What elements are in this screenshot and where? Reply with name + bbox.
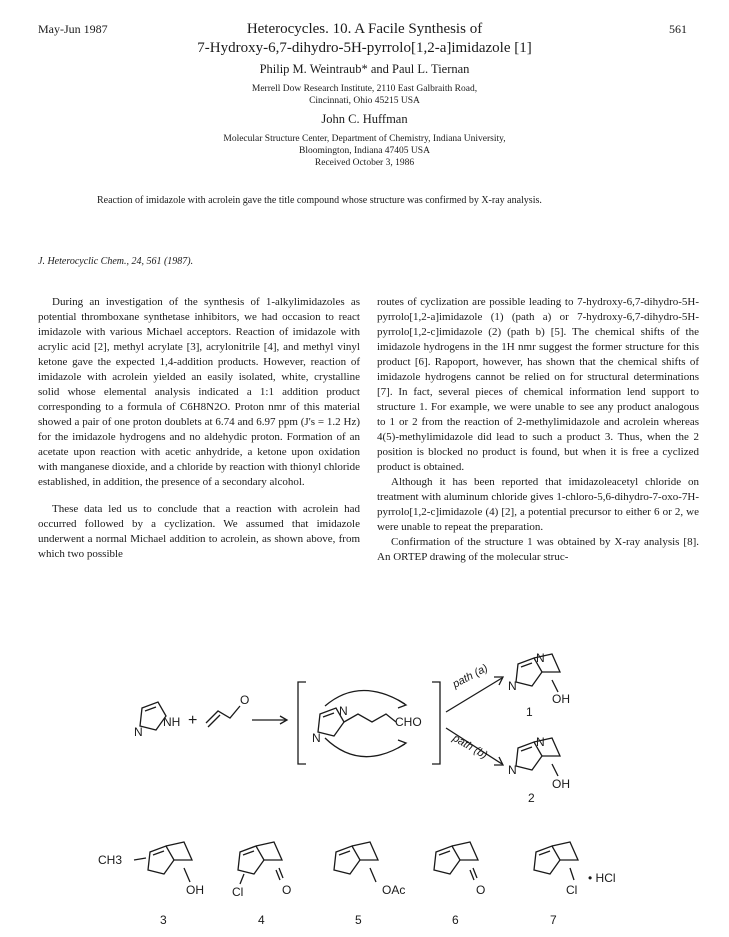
title-line-1: Heterocycles. 10. A Facile Synthesis of — [246, 21, 483, 37]
compound-7-structure — [534, 842, 578, 880]
product-2-n2-label: N — [508, 763, 517, 777]
product-2-n-label: N — [536, 735, 545, 749]
abstract: Reaction of imidazole with acrolein gave the title compound whose structure was confirmed by X-ray analysis. — [97, 195, 542, 206]
product-2-oh-label: OH — [552, 777, 570, 791]
plus-sign: + — [188, 712, 198, 729]
product-1-n2-label: N — [508, 679, 517, 693]
imidazole-nh-label: NH — [163, 715, 181, 729]
title-line-2: 7-Hydroxy-6,7-dihydro-5H-pyrrolo[1,2-a]imidazole [1] — [197, 40, 532, 56]
authors-2: John C. Huffman — [321, 112, 408, 126]
compound-7-cl-label: Cl — [566, 883, 578, 897]
received-date: Received October 3, 1986 — [314, 158, 415, 168]
acrolein-o-label: O — [240, 693, 250, 707]
product-2-label: 2 — [528, 791, 535, 805]
compound-4-structure — [238, 842, 283, 884]
compound-5-oac-label: OAc — [382, 883, 406, 897]
reaction-scheme — [0, 640, 729, 820]
path-b-label: path (b) — [450, 732, 490, 762]
right-paragraph-1: routes of cyclization are possible leading to 7-hydroxy-6,7-dihydro-5H-pyrrolo[1,2-a]imidazole (1) (path a) or 7-hydroxy-6,7-dihydro-5H-pyrrolo[1,2-c]imidazole (2) (path b) [5]. The chemical shifts of the imidazole hydrogens in the 1H nmr suggest the former structure for this product [6]. Rapoport, however, has shown that the chemical shifts of imidazole hydrogens cannot be relied on for structural determinations [7]. In fact, several pieces of chemical information lend support to structure 1. For example, we were unable to see any product analogous to 1 or 2 from the reaction of 2-methylimidazole and acrolein whereas 4(5)-methylimidazole did lead to such a product 3. Thus, when the 2 position is blocked no product is found, but when it is free a cyclized product is obtained. — [377, 296, 699, 473]
compound-label-4: 4 — [258, 913, 265, 927]
path-a-label: path (a) — [450, 662, 490, 691]
compound-5-structure — [334, 842, 378, 882]
running-header-journal: May-Jun 1987 — [38, 22, 108, 36]
right-bracket — [432, 682, 440, 764]
compound-3-ch3-label: CH3 — [98, 853, 123, 867]
affiliation-2 — [0, 133, 729, 169]
right-paragraph-3: Confirmation of the structure 1 was obtained by X-ray analysis [8]. An ORTEP drawing of the molecular struc- — [377, 536, 699, 563]
compound-label-5: 5 — [355, 913, 362, 927]
compound-4-o-label: O — [282, 883, 292, 897]
compound-6-o-label: O — [476, 883, 486, 897]
product-1-n-label: N — [536, 651, 545, 665]
curved-arrow-b — [325, 738, 405, 757]
affiliation-2-line-2: Bloomington, Indiana 47405 USA — [299, 146, 430, 156]
cho-label: CHO — [395, 715, 422, 729]
article-title — [0, 20, 729, 58]
affiliation-1 — [0, 83, 729, 107]
right-column — [377, 295, 699, 565]
left-bracket — [298, 682, 306, 764]
left-paragraph-1: During an investigation of the synthesis of 1-alkylimidazoles as potential thromboxane synthetase inhibitors, we had occasion to react imidazole with various Michael acceptors. Reaction of imidazole with acrylic acid [2], methyl acrylate [3], acrylonitrile [4], and methyl vinyl ketone gave the expected 1,4-addition products. However, reaction of imidazole with acrolein yielded an easily isolated, white, crystalline solid whose elemental analysis indicated a 1:1 addition product corresponding to a formula of C6H8N2O. Proton nmr of this material showed a pair of one proton doublets at 6.74 and 6.97 ppm (J's = 1.2 Hz) for the imidazole hydrogens and no aldehydic proton. Formation of an acetate upon reaction with acetic anhydride, a ketone upon oxidation with manganese dioxide, and a chloride by reaction with thionyl chloride established, in addition, the presence of a secondary alcohol. — [38, 296, 360, 488]
intermediate-n-label: N — [339, 704, 348, 718]
compound-4-cl-label: Cl — [232, 885, 244, 899]
intermediate-n2-label: N — [312, 731, 321, 745]
authors-1: Philip M. Weintraub* and Paul L. Tiernan — [259, 62, 470, 76]
compound-label-3: 3 — [160, 913, 167, 927]
curved-arrow-a — [325, 690, 405, 706]
citation: J. Heterocyclic Chem., 24, 561 (1987). — [38, 256, 194, 267]
product-1-oh-label: OH — [552, 692, 570, 706]
compound-label-6: 6 — [452, 913, 459, 927]
compound-3-structure — [134, 842, 192, 882]
affiliation-2-line-1: Molecular Structure Center, Department of Chemistry, Indiana University, — [223, 134, 506, 144]
right-paragraph-2: Although it has been reported that imidazoleacetyl chloride on treatment with aluminum chloride gives 1-chloro-5,6-dihydro-7-oxo-7H-pyrrolo[1,2-c]imidazole (4) [2], a potential precursor to either 6 or 2, we were unable to repeat the preparation. — [377, 476, 699, 533]
imidazole-n-label: N — [134, 725, 143, 739]
compound-6-structure — [434, 842, 478, 880]
compounds-row — [0, 822, 729, 934]
compound-label-7: 7 — [550, 913, 557, 927]
product-1-label: 1 — [526, 705, 533, 719]
left-column — [38, 295, 360, 562]
compound-7-hcl-label: • HCl — [588, 871, 616, 885]
affiliation-1-line-2: Cincinnati, Ohio 45215 USA — [309, 96, 420, 106]
page-number: 561 — [669, 22, 687, 36]
left-paragraph-2: These data led us to conclude that a reaction with acrolein had occurred followed by a cyclization. We assumed that imidazole underwent a normal Michael addition to acrolein, as shown above, from which two possible — [38, 503, 360, 560]
affiliation-1-line-1: Merrell Dow Research Institute, 2110 East Galbraith Road, — [251, 84, 478, 94]
compound-3-oh-label: OH — [186, 883, 204, 897]
acrolein-structure — [206, 706, 240, 723]
